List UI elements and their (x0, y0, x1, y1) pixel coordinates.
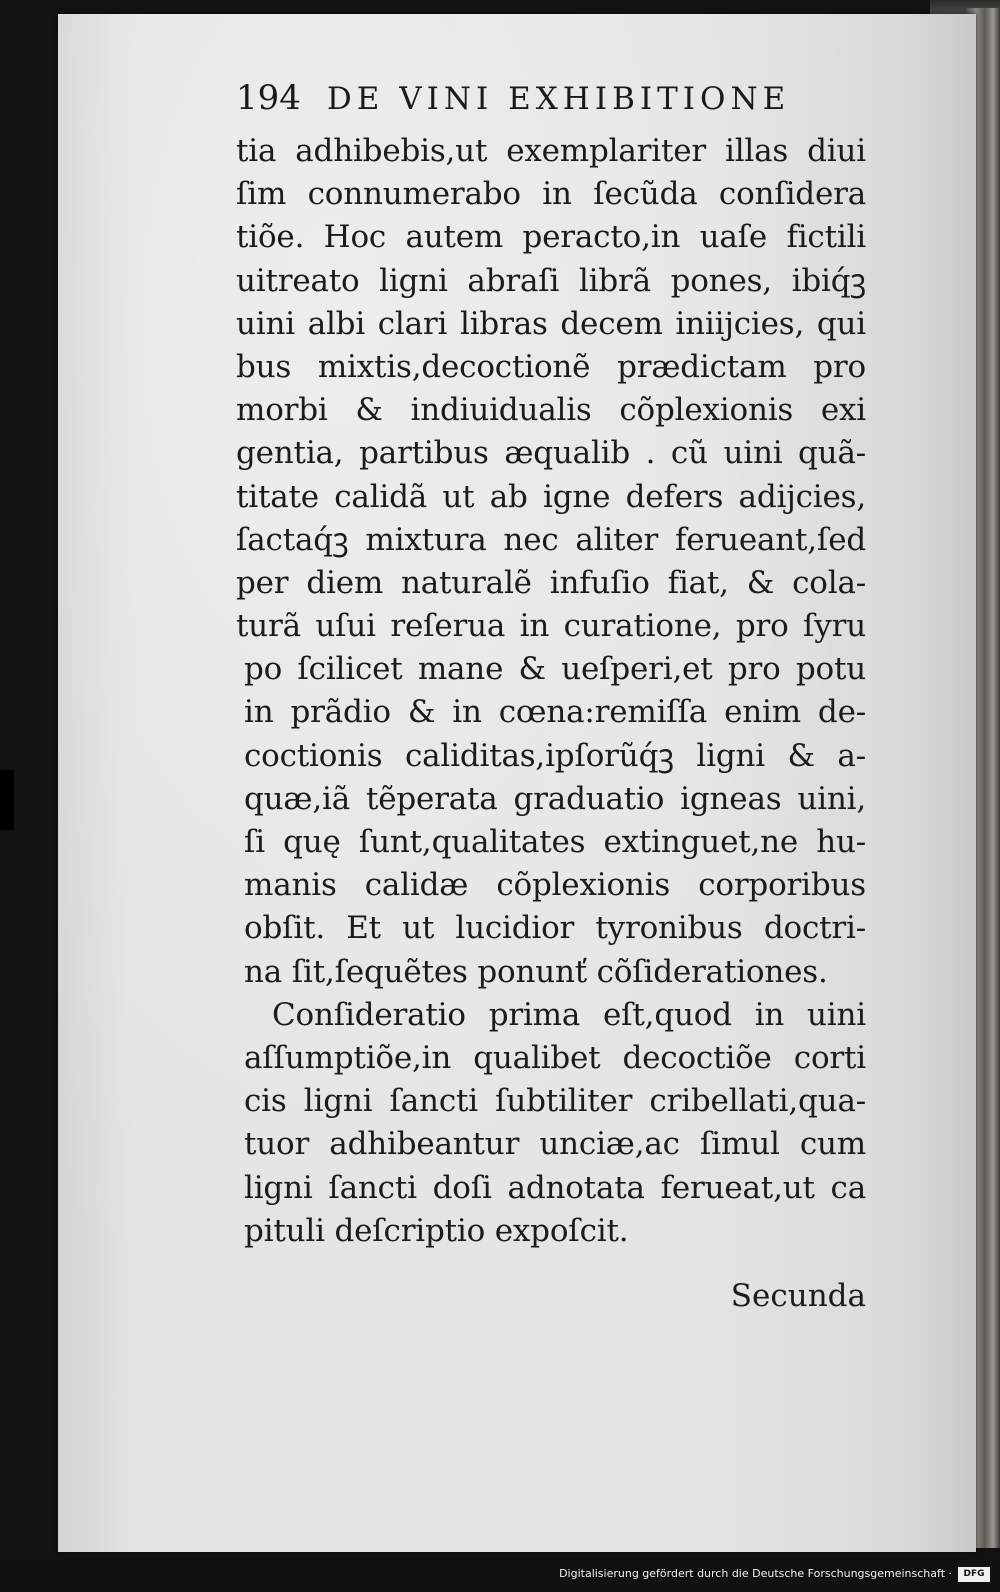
text-line: tuor adhibeantur unciæ,ac ſimul cum (244, 1126, 866, 1163)
funding-credit: Digitalisierung gefördert durch die Deutsche Forschungsgemeinschaft · (559, 1567, 952, 1580)
footer-bar (0, 1556, 1000, 1592)
scan-edge-marker (0, 770, 14, 830)
text-line: tia adhibebis,ut exemplariter illas diui (236, 133, 866, 169)
text-line: na ſit,ſequẽtes ponunť cõſiderationes. (244, 953, 828, 990)
text-line: tiõe. Hoc autem peracto,in uaſe fictili (236, 219, 866, 256)
text-line: titate calidã ut ab igne defers adijcies, (236, 478, 866, 515)
text-line: obſit. Et ut lucidior tyronibus doctri- (244, 910, 866, 947)
text-line: pituli deſcriptio expoſcit. (244, 1212, 629, 1249)
text-line: ſactaq́ꝫ mixtura nec aliter ferueant,ſed (236, 521, 866, 558)
text-line: gentia, partibus æqualib . cũ uini quã- (236, 435, 866, 472)
text-line: aſſumptiõe,in qualibet decoctiõe corti (244, 1039, 866, 1076)
text-line: uitreato ligni abraſi librã pones, ibiq́ꝫ (236, 262, 866, 299)
running-head (236, 78, 876, 130)
text-block (236, 130, 866, 1253)
text-line: po ſcilicet mane & ueſperi,et pro potu (244, 651, 866, 688)
running-head-title: DE VINI EXHIBITIONE (326, 81, 791, 117)
text-line: coctionis caliditas,ipſorũq́ꝫ ligni & a- (244, 737, 866, 774)
text-line: manis calidæ cõplexionis corporibus (244, 867, 866, 904)
text-line: bus mixtis,decoctionẽ prædictam pro (236, 348, 866, 385)
text-line: quæ,iã tẽperata graduatio igneas uini, (244, 780, 866, 817)
text-line: in prãdio & in cœna:remiſſa enim de- (244, 694, 866, 731)
text-line: ſi quę ſunt,qualitates extinguet,ne hu- (244, 824, 866, 860)
catchword: Secunda (730, 1278, 866, 1314)
paragraph-first-line: Conſideratio prima eſt,quod in uini (272, 996, 866, 1033)
text-line: ligni ſancti doſi adnotata ferueat,ut ca (244, 1169, 866, 1206)
dfg-logo-icon: DFG (958, 1567, 990, 1582)
page-number: 194 (236, 78, 301, 118)
text-line: morbi & indiuidualis cõplexionis exi (236, 392, 866, 429)
text-line: ſim connumerabo in ſecũda conſidera (236, 176, 866, 213)
text-line: per diem naturalẽ infuſio fiat, & cola- (236, 564, 866, 601)
text-line: turã uſui reſerua in curatione, pro ſyru (236, 608, 866, 645)
text-line: uini albi clari libras decem iniijcies, qui (236, 305, 866, 342)
text-line: cis ligni ſancti ſubtiliter cribellati,qua- (244, 1083, 866, 1120)
